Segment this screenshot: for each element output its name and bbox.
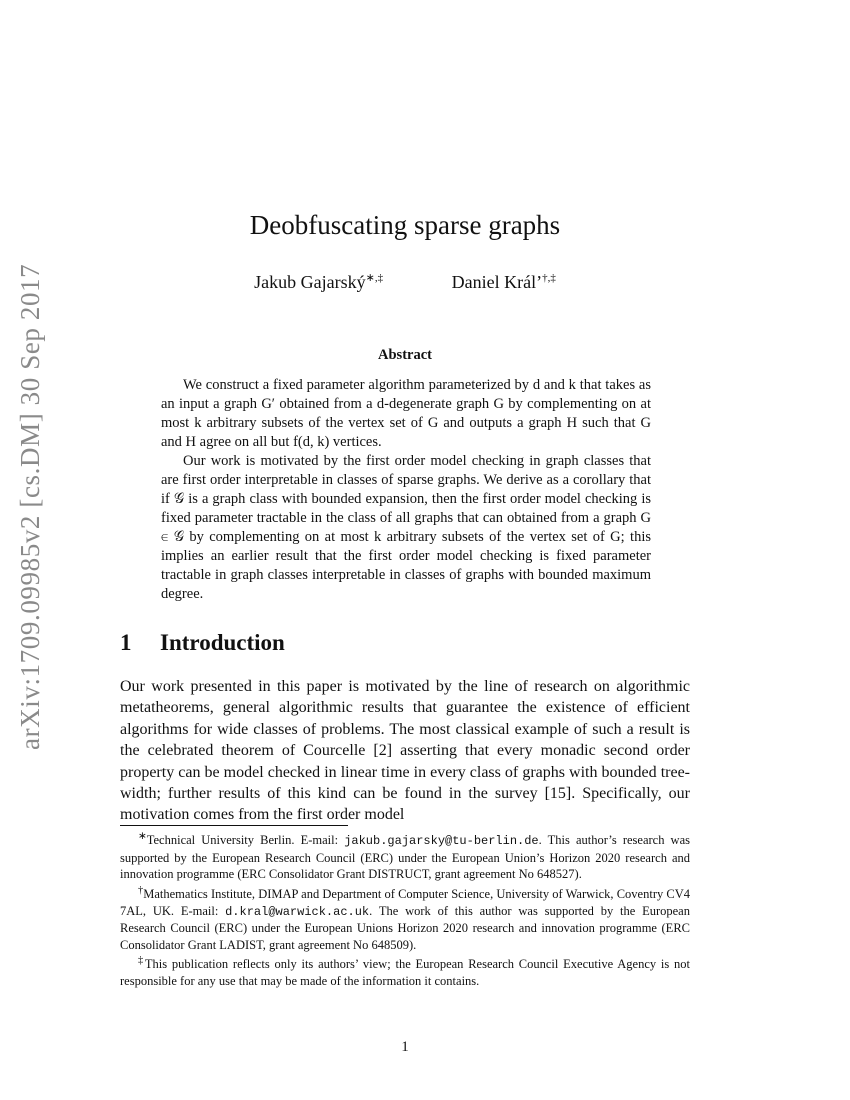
abstract-paragraph-1: We construct a fixed parameter algorithm parameterized by d and k that takes as an input a graph G′ obtained from a d-degenerate graph G by complementing on at most k arbitrary subsets of the vertex set of G and outputs a graph H such that G and H agree on all but f(d, k) vertices. [161, 377, 651, 450]
author-1 [254, 266, 383, 294]
footnote-mark: † [138, 884, 144, 896]
abstract-body [161, 376, 651, 604]
footnote-2: †Mathematics Institute, DIMAP and Department of Computer Science, University of Warwick, Coventry CV4 7AL, UK. E-mail: d.kral@warwick.ac.uk. The work of this author was supported by the European Research Council (ERC) under the European Unions Horizon 2020 research and innovation programme (ERC Consolidator Grant LADIST, grant agreement No 648509). [120, 884, 690, 952]
arxiv-identifier: arXiv:1709.09985v2 [cs.DM] 30 Sep 2017 [15, 263, 45, 750]
author-affiliation-marks: †,‡ [542, 272, 556, 284]
author-name: Jakub Gajarský [254, 272, 366, 292]
section-number: 1 [120, 630, 132, 655]
arxiv-stamp [8, 262, 52, 750]
author-affiliation-marks: ∗,‡ [365, 272, 384, 284]
author-name: Daniel Král’ [451, 272, 543, 292]
section-heading [120, 630, 285, 656]
introduction-text: Our work presented in this paper is motivated by the line of research on algorithmic metatheorems, general algorithmic results that guarantee the existence of efficient algorithms for wide classes of problems. The most classical example of such a result is the celebrated theorem of Courcelle [2] asserting that every monadic second order property can be model checked in linear time in every class of graphs with bounded tree-width; further results of this kind can be found in the survey [15]. Specifically, our motivation comes from the first order model [120, 678, 690, 824]
email-link[interactable]: d.kral@warwick.ac.uk [225, 904, 370, 919]
abstract-paragraph-2: Our work is motivated by the first order model checking in graph classes that are first order interpretable in classes of sparse graphs. We derive as a corollary that if 𝒢 is a graph class with bounded expansion, then the first order model checking is fixed parameter tractable in the class of all graphs that can obtained from a graph G ∈ 𝒢 by complementing on at most k arbitrary subsets of the vertex set of G; this implies an earlier result that the first order model checking is fixed parameter tractable in graph classes interpretable in classes of graphs with bounded maximum degree. [161, 453, 651, 602]
footnote-3: ‡This publication reflects only its authors’ view; the European Research Council Executive Agency is not responsible for any use that may be made of the information it contains. [120, 955, 691, 989]
abstract-heading: Abstract [378, 347, 432, 363]
section-title: Introduction [160, 630, 285, 655]
author-2 [452, 266, 556, 294]
footnotes [120, 829, 690, 990]
footnote-rule [120, 825, 348, 826]
email-link[interactable]: jakub.gajarsky@tu-berlin.de [344, 834, 539, 849]
footnote-mark: ‡ [138, 955, 145, 967]
author-list [120, 266, 690, 294]
page-number: 1 [401, 1039, 409, 1055]
footnote-1: ∗Technical University Berlin. E-mail: jakub.gajarsky@tu-berlin.de. This author’s research was supported by the European Research Council (ERC) under the European Union’s Horizon 2020 research and innovation programme (ERC Consolidator Grant DISTRUCT, grant agreement No 648527). [120, 831, 690, 882]
paper-title: Deobfuscating sparse graphs [249, 210, 561, 240]
footnote-mark: ∗ [138, 831, 147, 842]
